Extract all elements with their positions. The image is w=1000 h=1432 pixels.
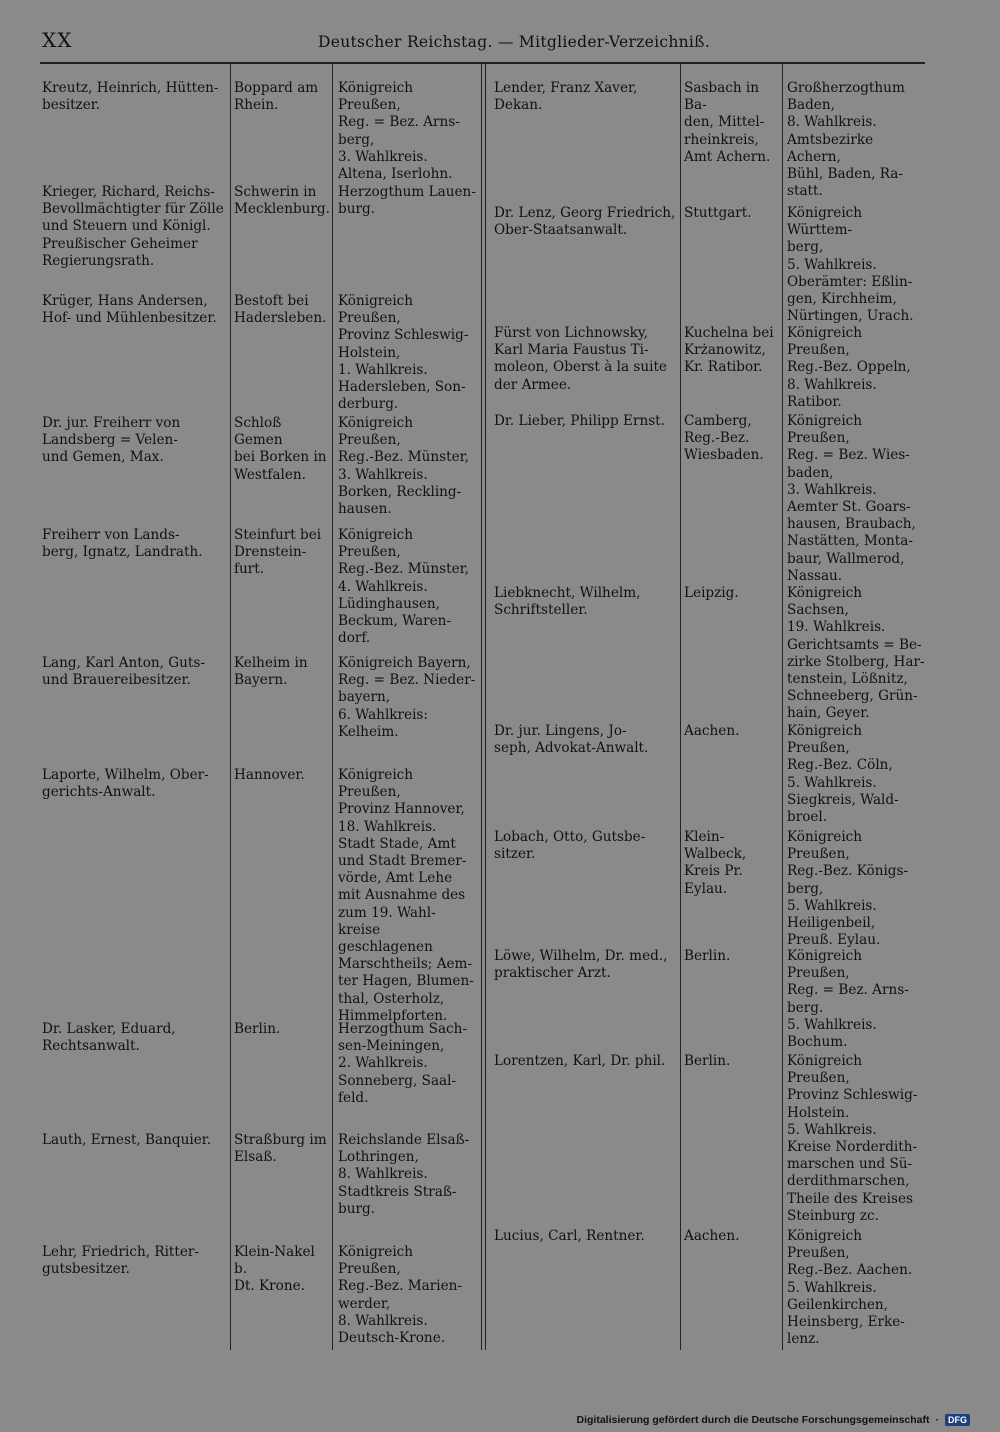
member-name: Dr. jur. Freiherr von Landsberg = Velen- und Gemen, Max. xyxy=(42,415,181,466)
member-constituency: Königreich Preußen, Reg.-Bez. Münster, 3. Wahlkreis. Borken, Reckling- hausen. xyxy=(338,415,469,518)
funding-footer: Digitalisierung gefördert durch die Deutsche Forschungsgemeinschaft · DFG xyxy=(577,1414,970,1426)
center-divider xyxy=(481,62,486,1350)
member-name: Kreutz, Heinrich, Hütten- besitzer. xyxy=(42,80,219,114)
member-residence: Aachen. xyxy=(684,1228,740,1244)
member-residence: Schwerin in Mecklenburg. xyxy=(234,184,330,218)
member-constituency: Königreich Preußen, Reg.-Bez. Aachen. 5. Wahlkreis. Geilenkirchen, Heinsberg, Erke- lenz. xyxy=(787,1228,913,1348)
member-name: Lorentzen, Karl, Dr. phil. xyxy=(494,1053,666,1069)
member-constituency: Königreich Preußen, Provinz Schleswig- Holstein, 1. Wahlkreis. Hadersleben, Son- derburg. xyxy=(338,293,469,413)
member-residence: Berlin. xyxy=(684,948,731,964)
running-head: Deutscher Reichstag. — Mitglieder-Verzeichniß. xyxy=(318,33,711,51)
member-name: Löwe, Wilhelm, Dr. med., praktischer Arzt. xyxy=(494,948,668,982)
member-name: Dr. Lenz, Georg Friedrich, Ober-Staatsanwalt. xyxy=(494,205,676,239)
member-residence: Straßburg im Elsaß. xyxy=(234,1132,327,1166)
member-name: Liebknecht, Wilhelm, Schriftsteller. xyxy=(494,585,641,619)
member-name: Freiherr von Lands- berg, Ignatz, Landrath. xyxy=(42,527,203,561)
member-constituency: Königreich Bayern, Reg. = Bez. Nieder- bayern, 6. Wahlkreis: Kelheim. xyxy=(338,655,476,740)
member-name: Lehr, Friedrich, Ritter- gutsbesitzer. xyxy=(42,1244,199,1278)
member-constituency: Königreich Preußen, Reg. = Bez. Wies- baden, 3. Wahlkreis. Aemter St. Goars- hausen, Braubach, Nastätten, Monta- baur, Wallmerod, Nassau. xyxy=(787,413,916,584)
member-constituency: Königreich Preußen, Reg. = Bez. Arns- berg, 3. Wahlkreis. Altena, Iserlohn. xyxy=(338,80,460,183)
member-residence: Leipzig. xyxy=(684,585,739,601)
member-residence: Hannover. xyxy=(234,767,305,783)
member-name: Lender, Franz Xaver, Dekan. xyxy=(494,80,638,114)
member-constituency: Königreich Preußen, Provinz Schleswig- Holstein. 5. Wahlkreis. Kreise Norderdith- marschen und Sü- derdithmarschen, Theile des Kreises Steinburg zc. xyxy=(787,1053,918,1224)
member-residence: Aachen. xyxy=(684,723,740,739)
member-constituency: Königreich Preußen, Reg.-Bez. Königs- berg, 5. Wahlkreis. Heiligenbeil, Preuß. Eylau. xyxy=(787,829,909,949)
member-name: Lauth, Ernest, Banquier. xyxy=(42,1132,212,1148)
member-name: Krieger, Richard, Reichs- Bevollmächtigter für Zölle und Steuern und Königl. Preußischer Geheimer Regierungsrath. xyxy=(42,184,224,269)
member-name: Fürst von Lichnowsky, Karl Maria Faustus Ti- moleon, Oberst à la suite der Armee. xyxy=(494,325,667,393)
member-constituency: Königreich Württem- berg, 5. Wahlkreis. Oberämter: Eßlin- gen, Kirchheim, Nürtingen, Urach. xyxy=(787,205,914,325)
member-constituency: Königreich Preußen, Reg.-Bez. Cöln, 5. Wahlkreis. Siegkreis, Wald- broel. xyxy=(787,723,899,826)
member-residence: Kuchelna bei Krżanowitz, Kr. Ratibor. xyxy=(684,325,774,376)
member-residence: Berlin. xyxy=(234,1021,281,1037)
member-residence: Klein-Walbeck, Kreis Pr. Eylau. xyxy=(684,829,747,897)
member-residence: Boppard am Rhein. xyxy=(234,80,319,114)
member-constituency: Königreich Sachsen, 19. Wahlkreis. Gerichtsamts = Be- zirke Stolberg, Har- tenstein, Lößnitz, Schneeberg, Grün- hain, Geyer. xyxy=(787,585,925,722)
column-divider xyxy=(680,62,681,1350)
member-residence: Camberg, Reg.-Bez. Wiesbaden. xyxy=(684,413,764,464)
page-number: XX xyxy=(42,28,73,52)
member-residence: Bestoft bei Hadersleben. xyxy=(234,293,327,327)
member-residence: Kelheim in Bayern. xyxy=(234,655,308,689)
member-name: Lucius, Carl, Rentner. xyxy=(494,1228,645,1244)
member-name: Lang, Karl Anton, Guts- und Brauereibesitzer. xyxy=(42,655,205,689)
member-name: Krüger, Hans Andersen, Hof- und Mühlenbesitzer. xyxy=(42,293,217,327)
member-constituency: Königreich Preußen, Reg.-Bez. Marien- werder, 8. Wahlkreis. Deutsch-Krone. xyxy=(338,1244,462,1347)
member-name: Lobach, Otto, Gutsbe- sitzer. xyxy=(494,829,646,863)
member-residence: Berlin. xyxy=(684,1053,731,1069)
column-divider xyxy=(782,62,783,1350)
member-constituency: Königreich Preußen, Provinz Hannover, 18. Wahlkreis. Stadt Stade, Amt und Stadt Bremer- vörde, Amt Lehe mit Ausnahme des zum 19. Wahl- kreise geschlagenen Marschtheils; Aem- ter Hagen, Blumen- thal, Osterholz, Himmelpforten. xyxy=(338,767,474,1024)
member-name: Dr. jur. Lingens, Jo- seph, Advokat-Anwalt. xyxy=(494,723,649,757)
member-name: Dr. Lasker, Eduard, Rechtsanwalt. xyxy=(42,1021,176,1055)
dfg-logo-icon: DFG xyxy=(945,1414,970,1426)
member-residence: Stuttgart. xyxy=(684,205,752,221)
column-divider xyxy=(332,62,333,1350)
member-constituency: Herzogthum Sach- sen-Meiningen, 2. Wahlkreis. Sonneberg, Saal- feld. xyxy=(338,1021,468,1106)
member-residence: Steinfurt bei Drenstein- furt. xyxy=(234,527,322,578)
member-residence: Klein-Nakel b. Dt. Krone. xyxy=(234,1244,315,1295)
member-constituency: Großherzogthum Baden, 8. Wahlkreis. Amtsbezirke Achern, Bühl, Baden, Ra- statt. xyxy=(787,80,905,200)
member-residence: Sasbach in Ba- den, Mittel- rheinkreis, Amt Achern. xyxy=(684,80,771,165)
member-constituency: Königreich Preußen, Reg.-Bez. Oppeln, 8. Wahlkreis. Ratibor. xyxy=(787,325,911,410)
member-constituency: Herzogthum Lauen- burg. xyxy=(338,184,476,218)
column-divider xyxy=(230,62,231,1350)
member-constituency: Reichslande Elsaß- Lothringen, 8. Wahlkreis. Stadtkreis Straß- burg. xyxy=(338,1132,470,1217)
member-name: Laporte, Wilhelm, Ober- gerichts-Anwalt. xyxy=(42,767,209,801)
footer-text: Digitalisierung gefördert durch die Deutsche Forschungsgemeinschaft xyxy=(576,1414,930,1426)
member-constituency: Königreich Preußen, Reg.-Bez. Münster, 4. Wahlkreis. Lüdinghausen, Beckum, Waren- dorf. xyxy=(338,527,469,647)
member-residence: Schloß Gemen bei Borken in Westfalen. xyxy=(234,415,327,483)
member-name: Dr. Lieber, Philipp Ernst. xyxy=(494,413,665,429)
member-constituency: Königreich Preußen, Reg. = Bez. Arns- berg. 5. Wahlkreis. Bochum. xyxy=(787,948,909,1051)
